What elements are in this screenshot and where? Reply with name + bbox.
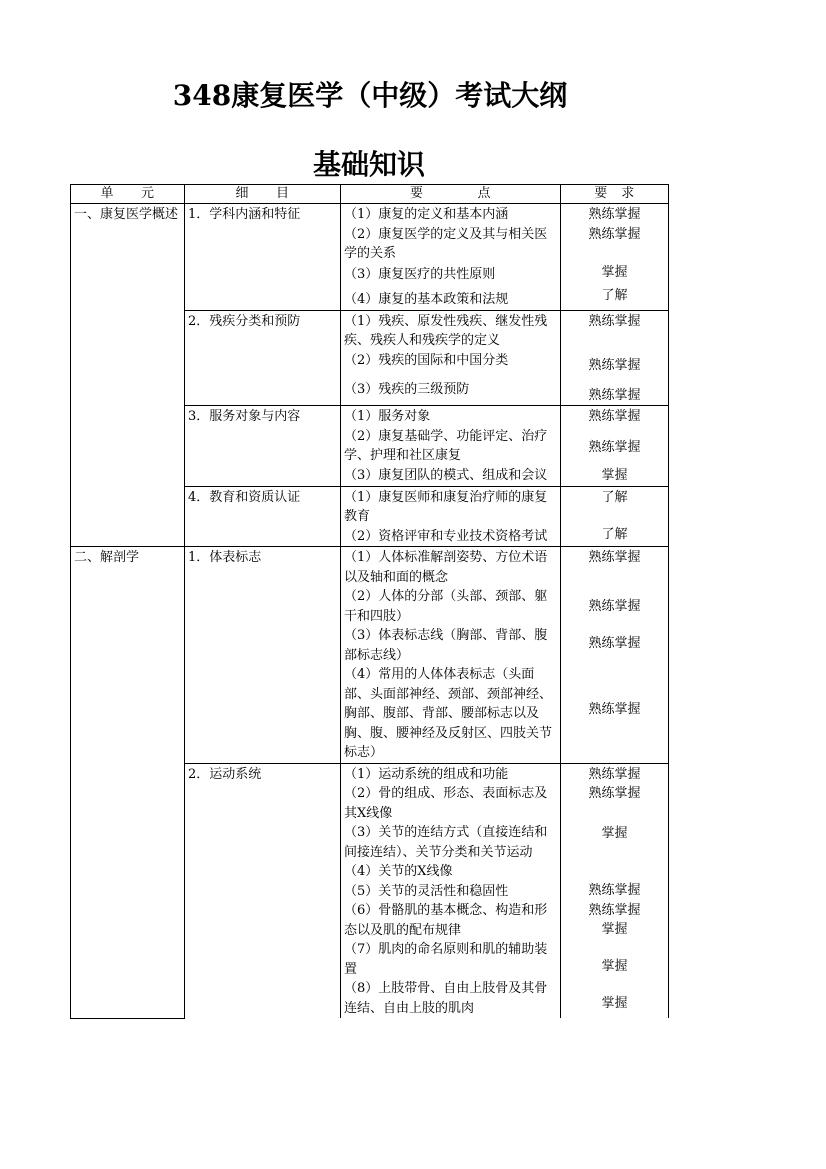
point-text: （1）服务对象 <box>344 409 431 424</box>
detail-cell: 2．运动系统 <box>185 763 341 1018</box>
point-text: （3）体表标志线（胸部、背部、腹部标志线） <box>344 628 548 663</box>
requirement-text: 了解 <box>601 527 628 542</box>
point-cell <box>341 406 561 487</box>
requirement-text: 掌握 <box>601 922 628 937</box>
header-unit: 单 元 <box>71 185 185 204</box>
requirement-cell <box>561 310 669 406</box>
header-requirement: 要 求 <box>561 185 669 204</box>
requirement-cell <box>561 763 669 1018</box>
requirement-text: 掌握 <box>601 265 628 280</box>
point-text: （1）残疾、原发性残疾、继发性残疾、残疾人和残疾学的定义 <box>344 313 548 348</box>
detail-cell: 3．服务对象与内容 <box>185 406 341 487</box>
detail-cell: 4．教育和资质认证 <box>185 486 341 547</box>
point-text: （3）关节的连结方式（直接连结和间接连结）、关节分类和关节运动 <box>344 825 548 860</box>
requirement-text: 了解 <box>601 287 628 303</box>
requirement-text: 熟练掌握 <box>588 313 641 329</box>
point-cell <box>341 486 561 547</box>
requirement-cell <box>561 486 669 547</box>
point-text: （7）肌肉的命名原则和肌的辅助装置 <box>344 942 548 977</box>
requirement-text: 掌握 <box>601 468 628 483</box>
point-cell <box>341 763 561 1018</box>
table-row <box>71 204 669 311</box>
point-text: （5）关节的灵活性和稳固性 <box>344 883 509 899</box>
requirement-text: 掌握 <box>601 825 628 841</box>
point-text: （1）人体标准解剖姿势、方位术语以及轴和面的概念 <box>344 550 548 585</box>
point-text: （3）康复团队的模式、组成和会议 <box>344 467 548 483</box>
unit-cell: 二、解剖学 <box>71 547 185 1019</box>
requirement-text: 熟练掌握 <box>588 902 641 918</box>
detail-cell: 2．残疾分类和预防 <box>185 310 341 406</box>
point-text: （4）康复的基本政策和法规 <box>344 292 509 307</box>
requirement-text: 熟练掌握 <box>588 387 641 403</box>
requirement-text: 熟练掌握 <box>588 358 641 373</box>
requirement-text: 熟练掌握 <box>588 598 641 614</box>
point-text: （2）康复基础学、功能评定、治疗学、护理和社区康复 <box>344 428 548 463</box>
section-title <box>0 147 826 183</box>
point-text: （2）人体的分部（头部、颈部、躯干和四肢） <box>344 589 548 624</box>
point-text: （3）康复医疗的共性原则 <box>344 266 496 282</box>
requirement-text: 熟练掌握 <box>588 226 641 242</box>
point-text: （1）康复的定义和基本内涵 <box>344 207 509 222</box>
point-text: （3）残疾的三级预防 <box>344 382 470 397</box>
point-text: （2）残疾的国际和中国分类 <box>344 352 509 368</box>
point-text: （1）康复医师和康复治疗师的康复教育 <box>344 489 548 524</box>
point-text: （1）运动系统的组成和功能 <box>344 766 509 782</box>
requirement-cell <box>561 547 669 764</box>
requirement-text: 熟练掌握 <box>588 636 641 651</box>
requirement-text: 熟练掌握 <box>588 766 641 782</box>
point-text: （6）骨骼肌的基本概念、构造和形态以及肌的配布规律 <box>344 903 548 938</box>
point-text: （8）上肢带骨、自由上肢骨及其骨连结、自由上肢的肌肉 <box>344 981 548 1016</box>
syllabus-table <box>70 184 669 1019</box>
point-text: （4）常用的人体体表标志（头面部、头面部神经、颈部、颈部神经、胸部、腹部、背部、腰部标志以及胸、腹、腰神经及反射区、四肢关节标志） <box>344 667 553 760</box>
detail-cell: 1．学科内涵和特征 <box>185 204 341 311</box>
detail-cell: 1．体表标志 <box>185 547 341 764</box>
header-detail: 细 目 <box>185 185 341 204</box>
point-cell <box>341 547 561 764</box>
requirement-text: 熟练掌握 <box>588 207 641 222</box>
requirement-cell <box>561 406 669 487</box>
requirement-text: 熟练掌握 <box>588 439 641 455</box>
point-cell <box>341 310 561 406</box>
point-text: （2）康复医学的定义及其与相关医学的关系 <box>344 226 548 261</box>
document-title: 348康复医学（中级）考试大纲 <box>172 79 568 112</box>
requirement-text: 了解 <box>601 489 628 505</box>
section-title-text: 基础知识 <box>312 148 425 181</box>
requirement-text: 掌握 <box>601 996 628 1011</box>
point-text: （2）骨的组成、形态、表面标志及其X线像 <box>344 786 548 821</box>
unit-cell: 一、康复医学概述 <box>71 204 185 547</box>
point-cell <box>341 204 561 311</box>
point-text: （2）资格评审和专业技术资格考试 <box>344 528 548 544</box>
requirement-text: 熟练掌握 <box>588 883 641 898</box>
requirement-cell <box>561 204 669 311</box>
requirement-text: 熟练掌握 <box>588 409 641 424</box>
requirement-text: 熟练掌握 <box>588 701 641 717</box>
table-row <box>71 547 669 764</box>
point-text: （4）关节的X线像 <box>344 864 453 879</box>
requirement-text: 掌握 <box>601 958 628 974</box>
header-point: 要 点 <box>341 185 561 204</box>
table-header-row <box>71 185 669 204</box>
requirement-text: 熟练掌握 <box>588 786 641 801</box>
requirement-text: 熟练掌握 <box>588 550 641 565</box>
